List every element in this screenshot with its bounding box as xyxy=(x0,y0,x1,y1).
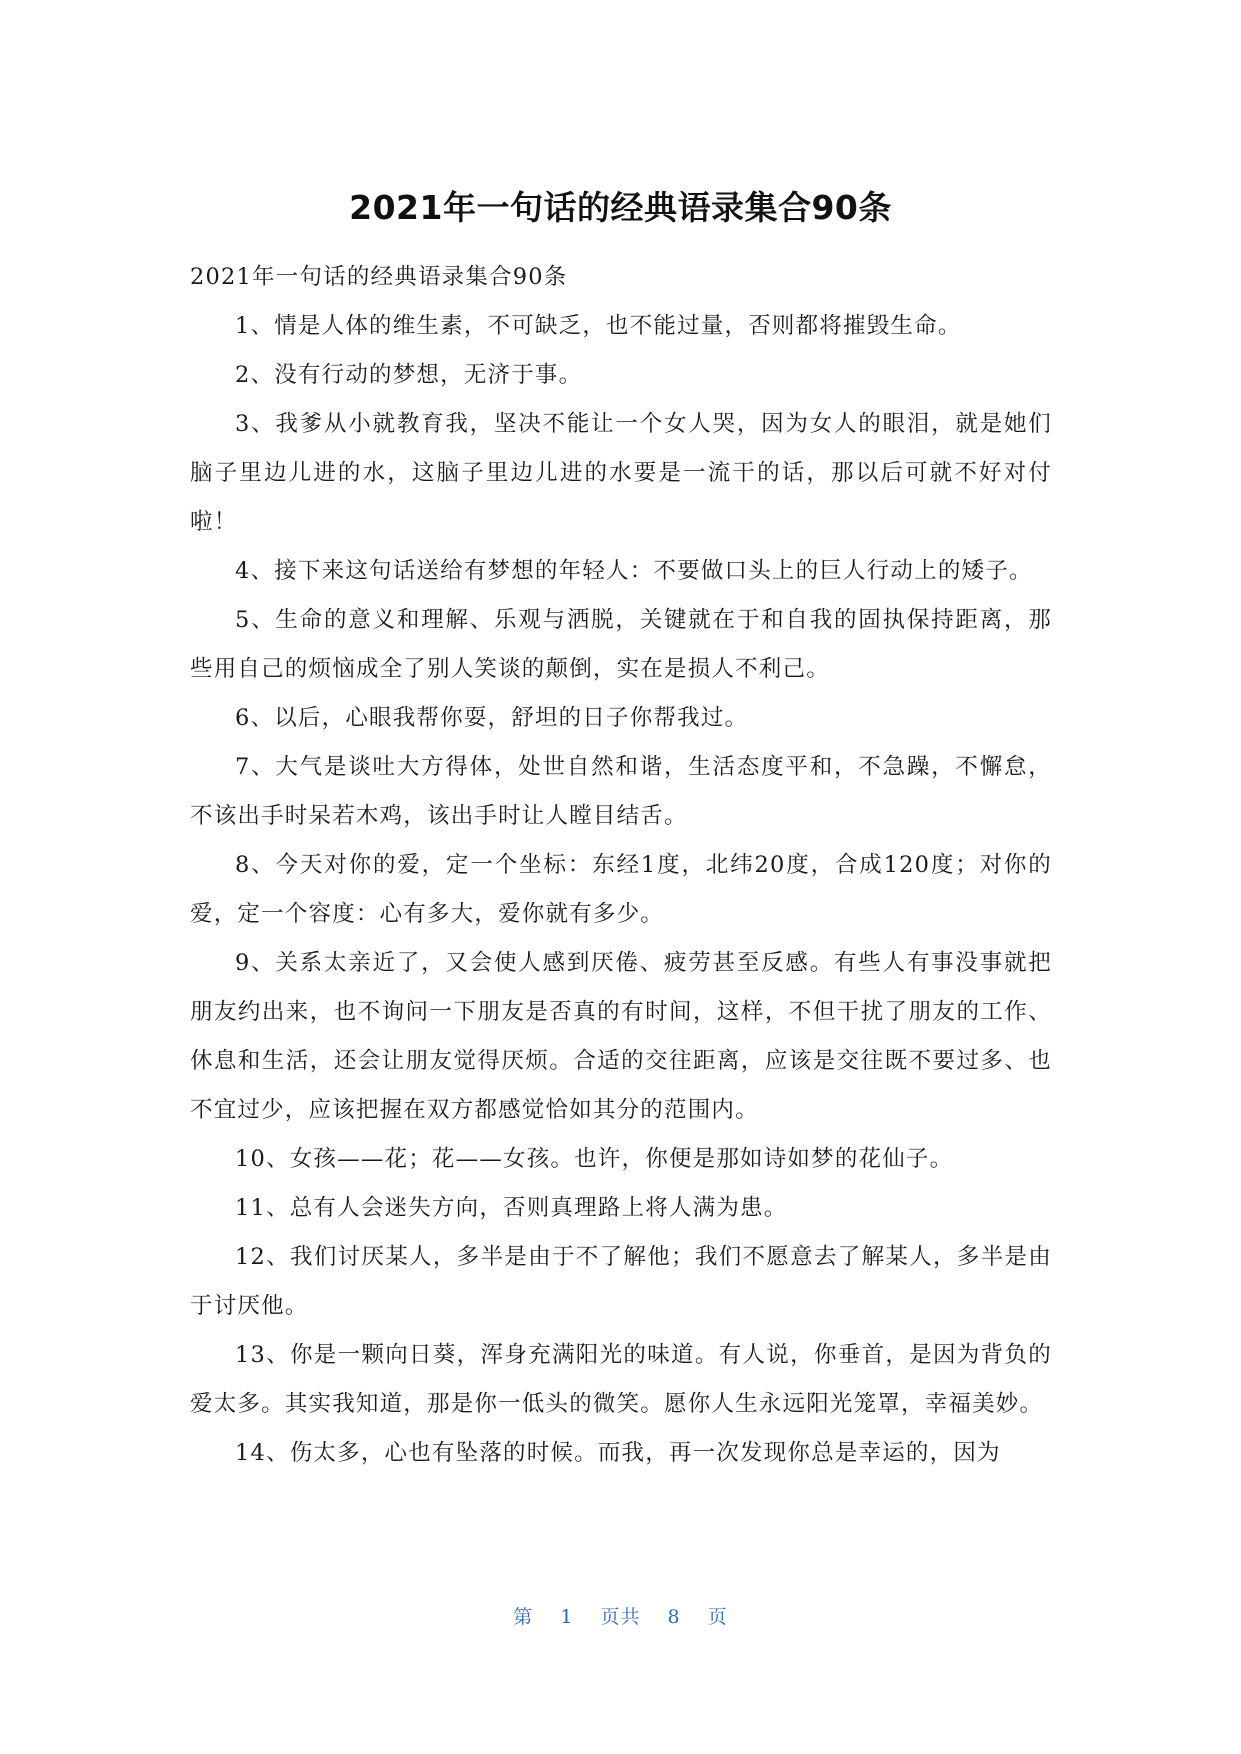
footer-suffix: 页 xyxy=(707,1606,728,1628)
quote-paragraph: 9、关系太亲近了，又会使人感到厌倦、疲劳甚至反感。有些人有事没事就把朋友约出来，也不询问一下朋友是否真的有时间，这样，不但干扰了朋友的工作、休息和生活，还会让朋友觉得厌烦。合适的交往距离，应该是交往既不要过多、也不宜过少，应该把握在双方都感觉恰如其分的范围内。 xyxy=(190,950,1052,1123)
quote-paragraph: 2、没有行动的梦想，无济于事。 xyxy=(235,362,583,388)
quote-paragraph: 6、以后，心眼我帮你耍，舒坦的日子你帮我过。 xyxy=(235,705,749,731)
quote-paragraph: 7、大气是谈吐大方得体，处世自然和谐，生活态度平和，不急躁，不懈怠，不该出手时呆若木鸡，该出手时让人瞠目结舌。 xyxy=(190,754,1052,829)
quote-paragraph: 3、我爹从小就教育我，坚决不能让一个女人哭，因为女人的眼泪，就是她们脑子里边儿进的水，这脑子里边儿进的水要是一流干的话，那以后可就不好对付啦！ xyxy=(190,411,1052,535)
footer-middle: 页共 xyxy=(600,1606,641,1628)
quote-paragraph: 13、你是一颗向日葵，浑身充满阳光的味道。有人说，你垂首，是因为背负的爱太多。其实我知道，那是你一低头的微笑。愿你人生永远阳光笼罩，幸福美妙。 xyxy=(190,1342,1052,1417)
document-subtitle: 2021年一句话的经典语录集合90条 xyxy=(190,264,568,290)
quote-paragraph: 11、总有人会迷失方向，否则真理路上将人满为患。 xyxy=(235,1195,788,1221)
document-title: 2021年一句话的经典语录集合90条 xyxy=(349,188,892,227)
footer-prefix: 第 xyxy=(513,1606,534,1628)
quote-paragraph: 12、我们讨厌某人，多半是由于不了解他；我们不愿意去了解某人，多半是由于讨厌他。 xyxy=(190,1244,1052,1319)
document-body xyxy=(190,253,1052,1478)
footer-total-pages: 8 xyxy=(667,1606,681,1628)
quote-paragraph: 4、接下来这句话送给有梦想的年轻人：不要做口头上的巨人行动上的矮子。 xyxy=(235,558,1033,584)
quote-paragraph: 10、女孩——花；花——女孩。也许，你便是那如诗如梦的花仙子。 xyxy=(235,1146,954,1172)
quote-paragraph: 1、情是人体的维生素，不可缺乏，也不能过量，否则都将摧毁生命。 xyxy=(235,313,962,339)
quote-paragraph: 5、生命的意义和理解、乐观与洒脱，关键就在于和自我的固执保持距离，那些用自己的烦恼成全了别人笑谈的颠倒，实在是损人不利己。 xyxy=(190,607,1052,682)
footer-current-page: 1 xyxy=(560,1606,574,1628)
quote-paragraph: 8、今天对你的爱，定一个坐标：东经1度，北纬20度，合成120度；对你的爱，定一个容度：心有多大，爱你就有多少。 xyxy=(190,852,1052,927)
page-footer xyxy=(0,1602,1241,1632)
quote-paragraph: 14、伤太多，心也有坠落的时候。而我，再一次发现你总是幸运的，因为 xyxy=(235,1440,1001,1466)
